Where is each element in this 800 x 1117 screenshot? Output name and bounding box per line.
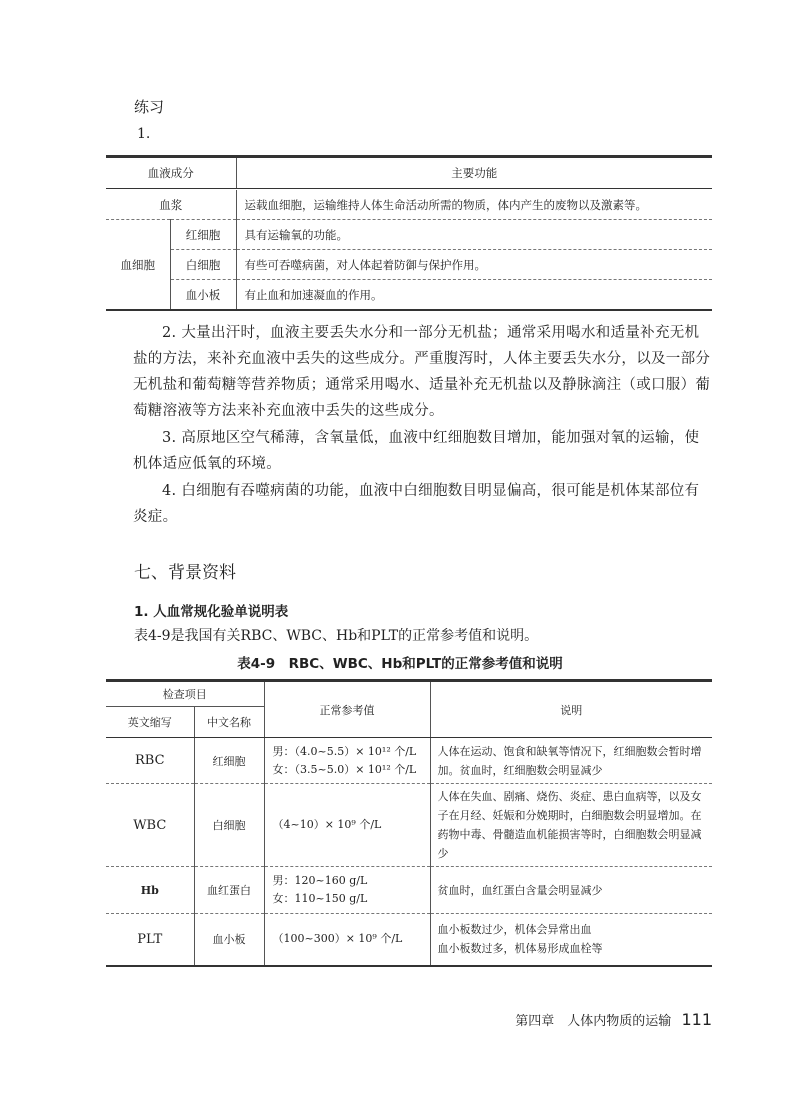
cell-name: 红细胞: [170, 220, 236, 250]
table-row: [106, 280, 712, 311]
table-row: [106, 220, 712, 250]
plasma-function: 运载血细胞，运输维持人体生命活动所需的物质，体内产生的废物以及激素等。: [236, 190, 712, 220]
table-row: [106, 914, 712, 966]
ref-line: 男：120~160 g/L: [272, 874, 368, 887]
plasma-name: 血浆: [106, 190, 236, 220]
ref-cell: [264, 867, 430, 914]
chapter-title: 第四章 人体内物质的运输: [515, 1014, 672, 1029]
abbr-cell: RBC: [106, 738, 194, 784]
desc-line: 血小板数过少，机体会异常出血: [437, 923, 592, 937]
cn-cell: 血小板: [194, 914, 264, 966]
cell-function: 有些可吞噬病菌，对人体起着防御与保护作用。: [236, 250, 712, 280]
cell-function: 有止血和加速凝血的作用。: [236, 280, 712, 311]
page-number: 111: [681, 1010, 712, 1029]
header-cn: 中文名称: [194, 707, 264, 738]
answer-2: 2. 大量出汗时，血液主要丢失水分和一部分无机盐；通常采用喝水和适量补充无机盐的方法，来补充血液中丢失的这些成分。严重腹泻时，人体主要丢失水分，以及一部分无机盐和葡萄糖等营养物质；通常采用喝水、适量补充无机盐以及静脉滴注（或口服）葡萄糖溶液等方法来补充血液中丢失的这些成分。: [133, 325, 711, 419]
cn-cell: 白细胞: [194, 784, 264, 867]
exercise-heading: 练习: [134, 98, 165, 116]
blood-components-table: [106, 155, 712, 189]
desc-cell: [430, 914, 712, 966]
table-row: [106, 190, 712, 220]
header-ref: 正常参考值: [264, 681, 430, 738]
desc-cell: 人体在运动、饱食和缺氧等情况下，红细胞数会暂时增加。贫血时，红细胞数会明显减少: [430, 738, 712, 784]
header-desc: 说明: [430, 681, 712, 738]
ref-line: 男：（4.0~5.5）× 10¹² 个/L: [272, 744, 417, 758]
cn-cell: 血红蛋白: [194, 867, 264, 914]
blood-cells-label: 血细胞: [106, 220, 170, 311]
header-abbr: 英文缩写: [106, 707, 194, 738]
table1-header-function: 主要功能: [236, 157, 712, 189]
abbr-cell: PLT: [106, 914, 194, 966]
table-intro: 表4-9是我国有关RBC、WBC、Hb和PLT的正常参考值和说明。: [134, 628, 539, 644]
desc-cell: 人体在失血、剧痛、烧伤、炎症、患白血病等，以及女子在月经、妊娠和分娩期时，白细胞数会明显增加。在药物中毒、骨髓造血机能损害等时，白细胞数会明显减少: [430, 784, 712, 867]
cell-name: 白细胞: [170, 250, 236, 280]
answer-4: 4. 白细胞有吞噬病菌的功能，血液中白细胞数目明显偏高，很可能是机体某部位有炎症。: [133, 483, 700, 525]
blood-test-table: [106, 679, 712, 967]
blood-components-table-body: [106, 190, 712, 311]
page-footer: [515, 1010, 712, 1029]
cell-function: 具有运输氧的功能。: [236, 220, 712, 250]
table-row: [106, 250, 712, 280]
cell-name: 血小板: [170, 280, 236, 311]
desc-cell: 贫血时，血红蛋白含量会明显减少: [430, 867, 712, 914]
cn-cell: 红细胞: [194, 738, 264, 784]
section-title: 七、背景资料: [134, 563, 236, 583]
exercise-item-number: 1.: [137, 126, 151, 142]
table-row: [106, 784, 712, 867]
answer-3: 3. 高原地区空气稀薄，含氧量低，血液中红细胞数目增加，能加强对氧的运输，使机体适应低氧的环境。: [133, 430, 700, 472]
ref-cell: （4~10）× 10⁹ 个/L: [264, 784, 430, 867]
desc-line: 血小板数过多，机体易形成血栓等: [437, 942, 603, 956]
abbr-cell: WBC: [106, 784, 194, 867]
abbr-cell: Hb: [106, 867, 194, 914]
table-row: [106, 738, 712, 784]
table1-header-component: 血液成分: [106, 157, 236, 189]
ref-line: 女：110~150 g/L: [272, 892, 368, 905]
table-caption: 表4-9 RBC、WBC、Hb和PLT的正常参考值和说明: [237, 656, 563, 672]
subsection-title: 1. 人血常规化验单说明表: [134, 604, 289, 620]
ref-line: 女：（3.5~5.0）× 10¹² 个/L: [272, 762, 417, 776]
ref-cell: [264, 738, 430, 784]
ref-cell: （100~300）× 10⁹ 个/L: [264, 914, 430, 966]
table-row: [106, 867, 712, 914]
header-group: 检查项目: [106, 681, 264, 707]
